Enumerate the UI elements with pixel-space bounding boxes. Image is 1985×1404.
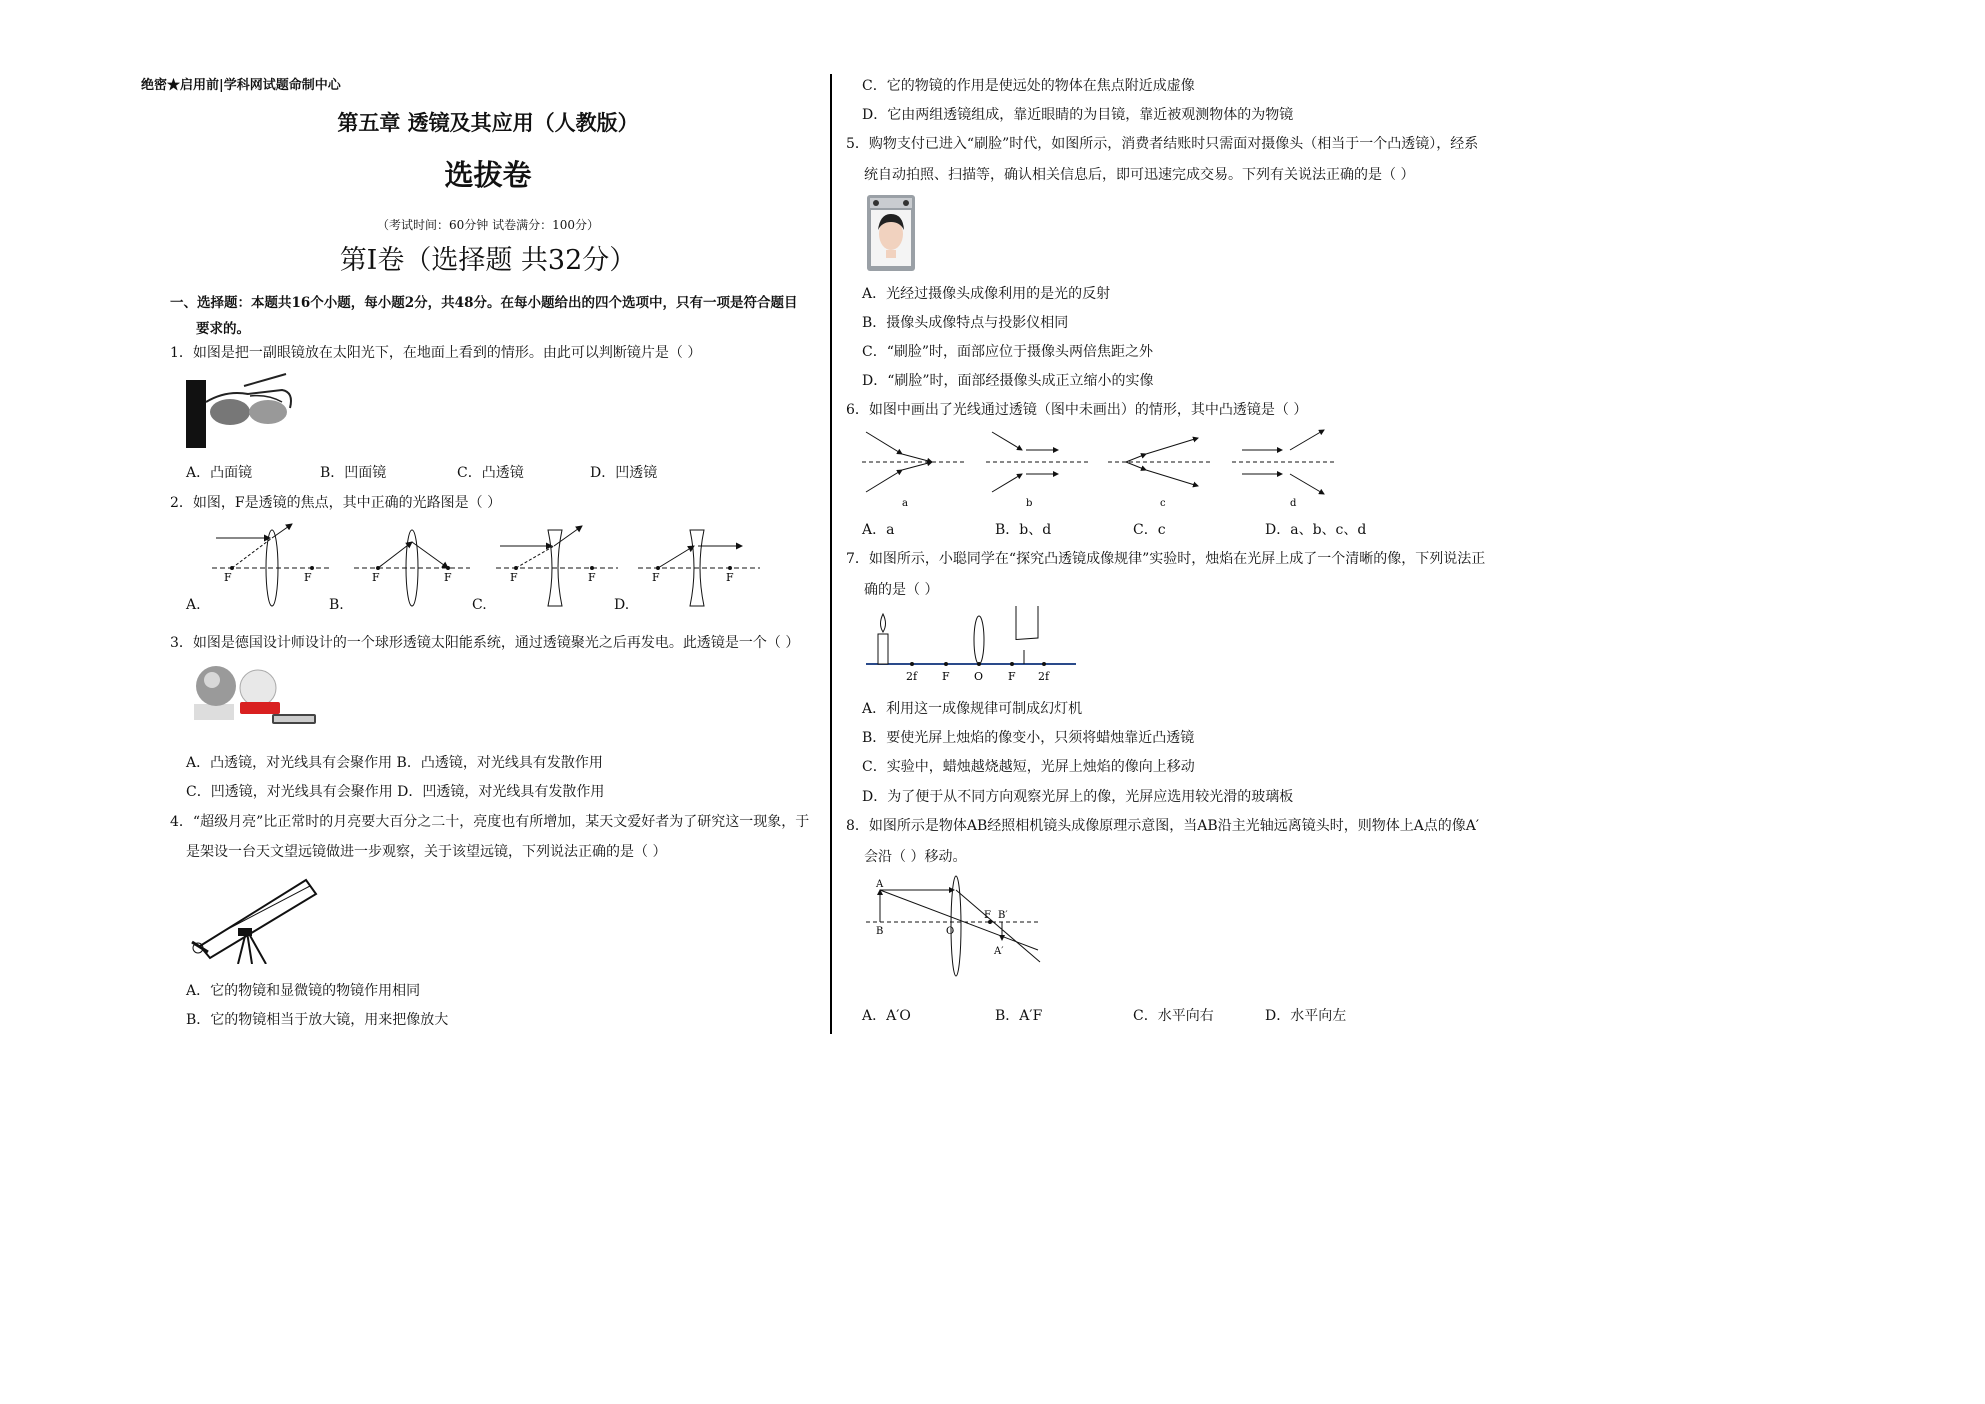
q5-stem: 5．购物支付已进入“刷脸”时代，如图所示，消费者结账时只需面对摄像头（相当于一个凸透镜），经系 xyxy=(846,136,1479,152)
q2-diagram-d xyxy=(638,530,760,606)
q2-focus-label: F xyxy=(304,571,312,584)
q7-option-c[interactable]: C．实验中，蜡烛越烧越短，光屏上烛焰的像向上移动 xyxy=(862,759,1195,775)
q5-option-c[interactable]: C．“刷脸”时，面部应位于摄像头两倍焦距之外 xyxy=(862,344,1154,360)
chapter-title: 第五章 透镜及其应用（人教版） xyxy=(337,110,639,135)
q3-options-ab[interactable]: A．凸透镜，对光线具有会聚作用 B．凸透镜，对光线具有发散作用 xyxy=(186,755,603,771)
q2-diagram-b xyxy=(354,530,470,606)
q7-axis-label: O xyxy=(974,670,984,683)
q7-option-b[interactable]: B．要使光屏上烛焰的像变小，只须将蜡烛靠近凸透镜 xyxy=(862,730,1195,746)
q2-stem: 2．如图，F是透镜的焦点，其中正确的光路图是（ ） xyxy=(170,495,502,511)
q1-option-b[interactable]: B．凹面镜 xyxy=(320,465,387,481)
paper-title: 选拔卷 xyxy=(444,158,532,192)
q2-focus-label: F xyxy=(444,571,452,584)
q6-option-b[interactable]: B．b、d xyxy=(995,522,1052,538)
q8-label-o: O xyxy=(946,926,955,937)
q8-label-a: A xyxy=(876,879,884,890)
q2-focus-label: F xyxy=(224,571,232,584)
q6-option-d[interactable]: D．a、b、c、d xyxy=(1265,522,1367,538)
q6-label-c: c xyxy=(1160,498,1166,509)
confidential-label: 绝密★启用前|学科网试题命制中心 xyxy=(141,78,341,93)
section-heading: 一、选择题：本题共16个小题，每小题2分，共48分。在每小题给出的四个选项中，只有一项是符合题目 xyxy=(170,295,798,311)
q6-diagram-d xyxy=(1232,430,1334,509)
q8-stem-cont: 会沿（ ）移动。 xyxy=(864,849,967,865)
q7-option-a[interactable]: A．利用这一成像规律可制成幻灯机 xyxy=(862,701,1083,717)
q1-option-c[interactable]: C．凸透镜 xyxy=(457,465,524,481)
q7-axis-label: 2f xyxy=(1038,670,1050,683)
q4-option-b[interactable]: B．它的物镜相当于放大镜，用来把像放大 xyxy=(186,1012,449,1028)
q6-label-d: d xyxy=(1290,498,1297,509)
q3-options-cd[interactable]: C．凹透镜，对光线具有会聚作用 D．凹透镜，对光线具有发散作用 xyxy=(186,784,605,800)
q7-optical-bench xyxy=(866,606,1080,684)
q7-axis-label: 2f xyxy=(906,670,918,683)
q7-stem-cont: 确的是（ ） xyxy=(864,582,939,598)
q4-stem: 4．“超级月亮”比正常时的月亮要大百分之二十，亮度也有所增加，某天文爱好者为了研究这一现象，于 xyxy=(170,814,810,830)
q4-option-a[interactable]: A．它的物镜和显微镜的物镜作用相同 xyxy=(186,983,421,999)
q8-label-b: B xyxy=(876,926,884,937)
q6-diagram-a xyxy=(862,432,964,509)
q1-option-d[interactable]: D．凹透镜 xyxy=(590,465,658,481)
q6-diagram-b xyxy=(986,432,1088,509)
q5-face-pay-device xyxy=(866,194,916,272)
q8-label-b-prime: B′ xyxy=(998,910,1008,921)
q7-axis-label: F xyxy=(1008,670,1016,683)
q5-option-b[interactable]: B．摄像头成像特点与投影仪相同 xyxy=(862,315,1069,331)
exam-info: （考试时间：60分钟 试卷满分：100分） xyxy=(377,218,599,232)
q6-ray-diagrams xyxy=(862,426,1342,512)
q5-option-a[interactable]: A．光经过摄像头成像利用的是光的反射 xyxy=(862,286,1111,302)
q8-option-d[interactable]: D．水平向左 xyxy=(1265,1008,1347,1024)
q4-stem-cont: 是架设一台天文望远镜做进一步观察，关于该望远镜，下列说法正确的是（ ） xyxy=(186,844,667,860)
q2-focus-label: F xyxy=(372,571,380,584)
q3-sphere-lens-photo xyxy=(194,660,320,726)
q7-stem: 7．如图所示，小聪同学在“探究凸透镜成像规律”实验时，烛焰在光屏上成了一个清晰的像，下列说法正 xyxy=(846,551,1486,567)
q6-option-c[interactable]: C．c xyxy=(1133,522,1166,538)
q8-label-f: F xyxy=(984,910,991,921)
q2-option-c[interactable]: C. xyxy=(472,597,487,613)
q6-stem: 6．如图中画出了光线通过透镜（图中未画出）的情形，其中凸透镜是（ ） xyxy=(846,402,1308,418)
q4-option-d[interactable]: D．它由两组透镜组成，靠近眼睛的为目镜，靠近被观测物体的为物镜 xyxy=(862,107,1294,123)
q2-diagram-c xyxy=(496,526,618,606)
q2-option-d[interactable]: D. xyxy=(614,597,630,613)
q6-diagram-c xyxy=(1108,438,1210,509)
q2-focus-label: F xyxy=(652,571,660,584)
q2-focus-label: F xyxy=(726,571,734,584)
q1-stem: 1．如图是把一副眼镜放在太阳光下，在地面上看到的情形。由此可以判断镜片是（ ） xyxy=(170,345,702,361)
q8-option-c[interactable]: C．水平向右 xyxy=(1133,1008,1214,1024)
q5-stem-cont: 统自动拍照、扫描等，确认相关信息后，即可迅速完成交易。下列有关说法正确的是（ ） xyxy=(864,167,1415,183)
column-divider xyxy=(830,74,832,1034)
q8-stem: 8．如图所示是物体AB经照相机镜头成像原理示意图，当AB沿主光轴远离镜头时，则物体上A点的像A′ xyxy=(846,818,1480,834)
q2-diagram-a xyxy=(212,524,330,606)
q2-option-a[interactable]: A. xyxy=(186,597,201,613)
q2-option-b[interactable]: B. xyxy=(329,597,344,613)
q1-option-a[interactable]: A．凸面镜 xyxy=(186,465,253,481)
q8-label-a-prime: A′ xyxy=(994,946,1004,957)
part-title: 第Ⅰ卷（选择题 共32分） xyxy=(339,245,637,276)
q6-label-a: a xyxy=(902,498,908,509)
q4-telescope-figure xyxy=(186,872,322,964)
q7-option-d[interactable]: D．为了便于从不同方向观察光屏上的像，光屏应选用较光滑的玻璃板 xyxy=(862,789,1294,805)
q3-stem: 3．如图是德国设计师设计的一个球形透镜太阳能系统，通过透镜聚光之后再发电。此透镜是一个（ ） xyxy=(170,635,800,651)
q8-option-a[interactable]: A．A′O xyxy=(862,1008,911,1024)
q2-focus-label: F xyxy=(588,571,596,584)
q5-option-d[interactable]: D．“刷脸”时，面部经摄像头成正立缩小的实像 xyxy=(862,373,1154,389)
q2-focus-label: F xyxy=(510,571,518,584)
q6-option-a[interactable]: A．a xyxy=(862,522,895,538)
q1-glasses-figure xyxy=(186,372,298,448)
q8-option-b[interactable]: B．A′F xyxy=(995,1008,1043,1024)
q4-option-c[interactable]: C．它的物镜的作用是使远处的物体在焦点附近成虚像 xyxy=(862,78,1195,94)
q6-label-b: b xyxy=(1026,498,1033,509)
q8-camera-diagram xyxy=(866,874,1046,982)
q7-axis-label: F xyxy=(942,670,950,683)
section-heading-cont: 要求的。 xyxy=(196,321,250,337)
